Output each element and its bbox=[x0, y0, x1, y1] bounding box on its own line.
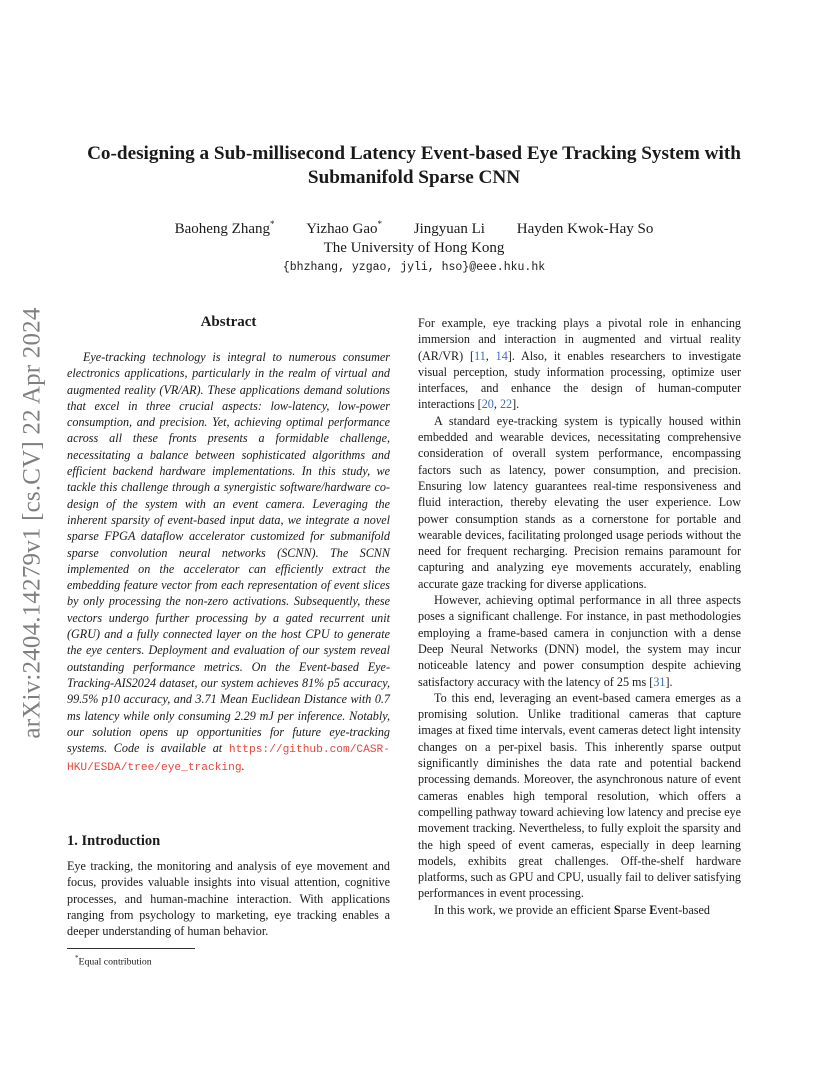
abstract-text bbox=[67, 349, 390, 777]
bold-letter: S bbox=[613, 902, 621, 917]
author bbox=[517, 219, 654, 239]
paragraph-text: , bbox=[493, 397, 500, 412]
paragraph: To this end, leveraging an event-based camera emerges as a promising solution. Unlike traditional cameras that capture images at fixed time intervals, event cameras detect light intensity changes on a per-pixel basis. This inherently sparse output significantly diminishes the data rate and potential backend processing demands. Moreover, the asynchronous nature of event cameras enables high temporal resolution, which offers a compelling pathway toward achieving low latency and precise eye movement tracking. Nevertheless, to fully exploit the sparsity and the high speed of event cameras, especially in deep learning models, exhibits great challenges. Off-the-shelf hardware platforms, such as GPU and CPU, usually fail to deliver satisfying performances in event processing. bbox=[418, 690, 741, 901]
paragraph: A standard eye-tracking system is typically housed within embedded and wearable devices, necessitating comprehensive consideration of overall system performance, encompassing factors such as latency, power consumption, and precision. Ensuring low latency guarantees real-time responsiveness and fluid interaction, thereby elevating the user experience. Low power consumption stands as a cornerstone for portable and wearable devices, facilitating prolonged usage periods without the need for frequent recharging. Precision remains paramount for capturing and analyzing eye movements accurately, enabling accurate gaze tracking for diverse applications. bbox=[418, 413, 741, 591]
right-column bbox=[418, 315, 741, 918]
citation-link[interactable]: 22 bbox=[499, 397, 513, 412]
paragraph bbox=[418, 315, 741, 413]
paragraph-text: ]. Also, it enables researchers to investigate visual perception, study information processing, optimize user interfaces, and enhance the design of human-computer interactions [ bbox=[418, 348, 741, 412]
introduction-text: Eye tracking, the monitoring and analysis of eye movement and focus, provides valuable insights into visual attention, cognitive processes, and human-machine interaction. With applications ranging from psychology to marketing, eye tracking enables a deeper understanding of human behavior. bbox=[67, 859, 390, 939]
author-list bbox=[60, 219, 768, 239]
paragraph-text: , bbox=[485, 348, 496, 363]
author-name: Jingyuan Li bbox=[413, 221, 485, 237]
abstract-body: Eye-tracking technology is integral to numerous consumer electronics applications, particularly in the realm of virtual and augmented reality (VR/AR). These applications demand solutions that excel in three crucial aspects: low-latency, low-power consumption, and precision. Yet, achieving optimal performance across all these fronts presents a formidable challenge, necessitating a balance between sophisticated algorithms and efficient backend hardware implementations. In this study, we tackle this challenge through a synergistic software/hardware co-design of the system with an event camera. Leveraging the inherent sparsity of event-based input data, we integrate a novel sparse FPGA dataflow accelerator customized for submanifold sparse convolution neural networks (SCNN). The SCNN implemented on the accelerator can efficiently extract the embedding feature vector from each representation of event slices by only processing the non-zero activations. Subsequently, these vectors undergo further processing by a gated recurrent unit (GRU) and a fully connected layer on the host CPU to generate the eye centers. Deployment and evaluation of our system reveal outstanding performance metrics. On the Event-based Eye-Tracking-AIS2024 dataset, our system achieves 81% p5 accuracy, 99.5% p10 accuracy, and 3.71 Mean Euclidean Distance with 0.7 ms latency while only consuming 2.29 mJ per inference. Notably, our solution opens up opportunities for future eye-tracking systems. Code is available at bbox=[67, 350, 390, 756]
paragraph-text: For example, eye tracking plays a pivotal role in enhancing immersion and interaction in augmented and virtual reality (AR/VR) [ bbox=[418, 316, 741, 363]
paragraph-text: vent-based bbox=[657, 902, 710, 917]
footnote-text: Equal contribution bbox=[78, 956, 152, 968]
author-mark: * bbox=[270, 219, 275, 229]
bold-letter: E bbox=[649, 902, 658, 917]
arxiv-identifier-text: arXiv:2404.14279v1 [cs.CV] 22 Apr 2024 bbox=[19, 306, 47, 739]
author-mark: * bbox=[377, 219, 382, 229]
citation-link[interactable]: 20 bbox=[481, 397, 494, 412]
introduction-heading: 1. Introduction bbox=[67, 833, 161, 849]
footnote-mark: * bbox=[75, 954, 79, 962]
author bbox=[306, 219, 382, 239]
author-name: Baoheng Zhang bbox=[174, 221, 270, 237]
paragraph-text: ]. bbox=[512, 397, 520, 412]
citation-link[interactable]: 14 bbox=[495, 348, 508, 363]
author-name: Yizhao Gao bbox=[306, 221, 378, 237]
footnote-divider bbox=[67, 948, 195, 949]
abstract-end: . bbox=[241, 759, 245, 774]
paragraph-text: In this work, we provide an efficient bbox=[434, 902, 614, 917]
citation-link[interactable]: 11 bbox=[474, 348, 486, 363]
paragraph bbox=[418, 902, 741, 918]
affiliation: The University of Hong Kong bbox=[323, 240, 505, 256]
abstract-heading: Abstract bbox=[200, 314, 257, 330]
footnote bbox=[75, 952, 152, 968]
paragraph-text: ]. bbox=[665, 674, 673, 689]
author-name: Hayden Kwok-Hay So bbox=[516, 221, 654, 237]
paper-title: Co-designing a Sub-millisecond Latency Event-based Eye Tracking System with Submanifold Sparse CNN bbox=[87, 143, 741, 188]
arxiv-identifier bbox=[18, 285, 48, 760]
author bbox=[175, 219, 275, 239]
paragraph-text: parse bbox=[620, 902, 650, 917]
author bbox=[414, 219, 485, 239]
code-link[interactable]: https://github.com/CASR-HKU/ESDA/tree/eye_tracking bbox=[67, 744, 390, 775]
author-emails: {bhzhang, yzgao, jyli, hso}@eee.hku.hk bbox=[282, 261, 546, 274]
paragraph-text: However, achieving optimal performance in all three aspects poses a significant challenge. For instance, in past methodologies employing a frame-based camera in conjunction with a dense Deep Neural Networks (DNN) model, the system may incur noticeable latency and power consumption despite achieving satisfactory accuracy with the latency of 25 ms [ bbox=[418, 593, 741, 689]
abstract-section bbox=[67, 313, 390, 777]
citation-link[interactable]: 31 bbox=[653, 674, 666, 689]
paragraph bbox=[418, 592, 741, 690]
